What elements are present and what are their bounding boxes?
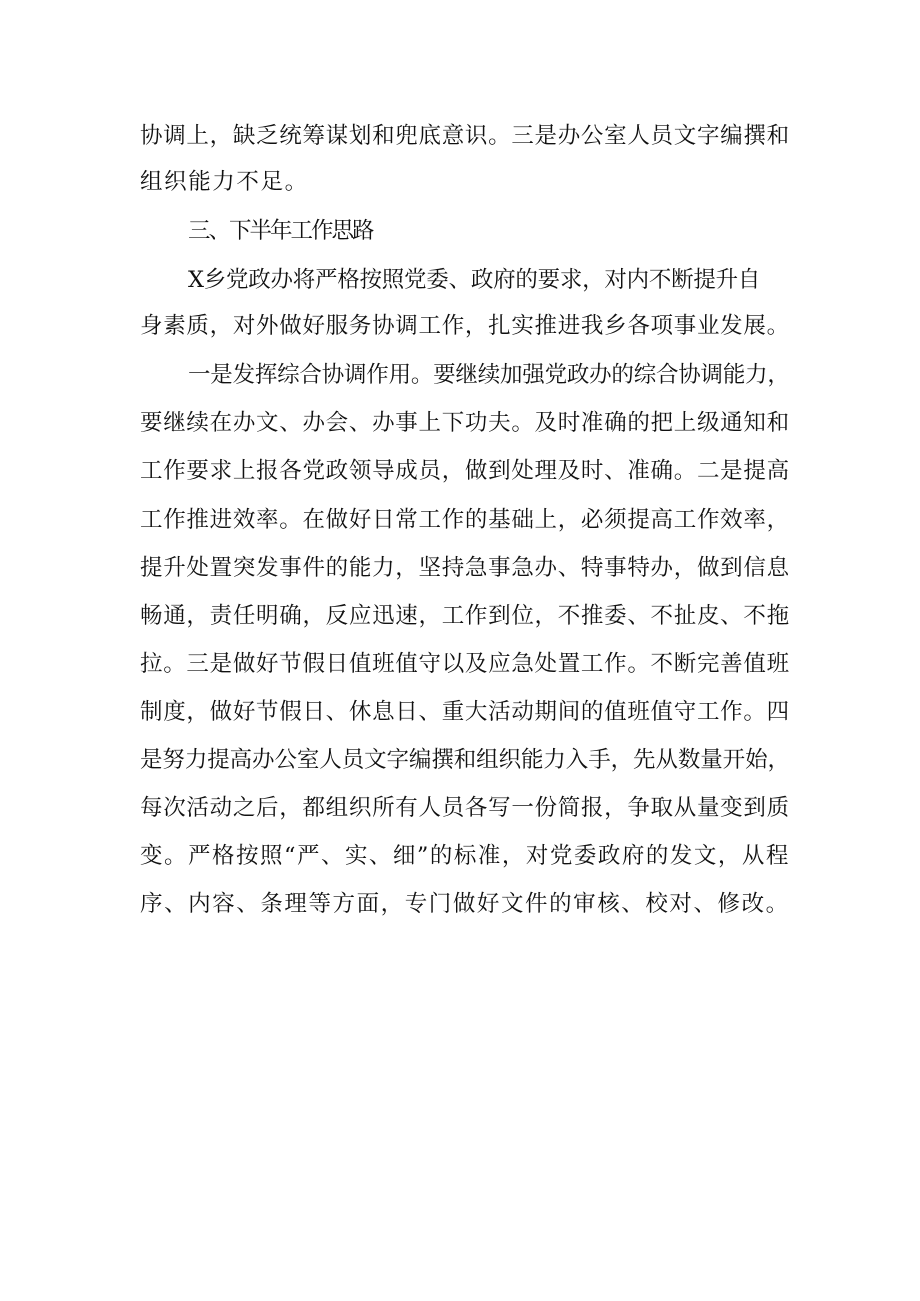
text-line: 身素质，对外做好服务协调工作，扎实推进我乡各项事业发展。 bbox=[140, 313, 790, 339]
text-line: 协调上，缺乏统筹谋划和兜底意识。三是办公室人员文字编撰和 bbox=[140, 123, 790, 149]
text-line: 畅通，责任明确，反应迅速，工作到位，不推委、不扯皮、不拖 bbox=[140, 603, 790, 629]
text-line: 制度，做好节假日、休息日、重大活动期间的值班值守工作。四 bbox=[140, 699, 790, 725]
text-line: 是努力提高办公室人员文字编撰和组织能力入手，先从数量开始， bbox=[140, 747, 790, 773]
text-line: 每次活动之后，都组织所有人员各写一份简报，争取从量变到质 bbox=[140, 795, 790, 821]
text-line: 组织能力不足。 bbox=[140, 169, 309, 195]
text-line: 工作推进效率。在做好日常工作的基础上，必须提高工作效率， bbox=[140, 507, 790, 533]
section-heading: 三、下半年工作思路 bbox=[188, 218, 373, 244]
text-line: 拉。三是做好节假日值班值守以及应急处置工作。不断完善值班 bbox=[140, 651, 790, 677]
text-line: 要继续在办文、办会、办事上下功夫。及时准确的把上级通知和 bbox=[140, 410, 790, 436]
text-line: X乡党政办将严格按照党委、政府的要求，对内不断提升自 bbox=[188, 267, 761, 293]
text-line: 工作要求上报各党政领导成员，做到处理及时、准确。二是提高 bbox=[140, 458, 790, 484]
text-line: 序、内容、条理等方面，专门做好文件的审核、校对、修改。 bbox=[140, 891, 790, 917]
text-line: 变。严格按照“严、实、细”的标准，对党委政府的发文，从程 bbox=[140, 843, 790, 869]
text-line: 一是发挥综合协调作用。要继续加强党政办的综合协调能力， bbox=[188, 362, 790, 388]
text-line: 提升处置突发事件的能力，坚持急事急办、特事特办，做到信息 bbox=[140, 555, 790, 581]
